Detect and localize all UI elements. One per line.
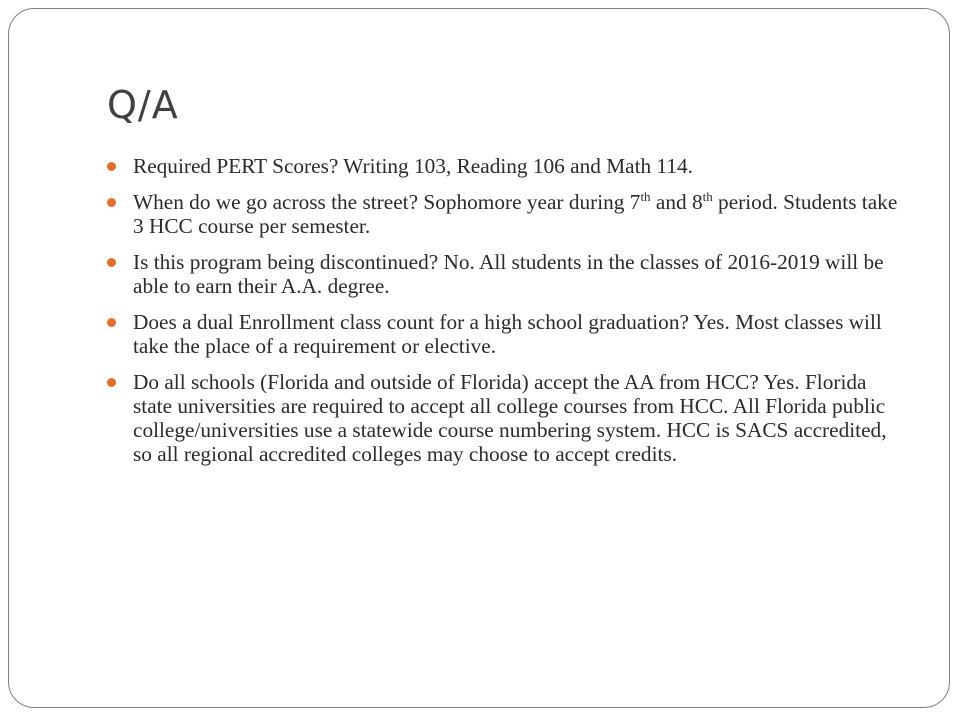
bullet-item-dual-enrollment xyxy=(105,310,910,358)
bullet-dot-icon xyxy=(107,162,116,171)
bullet-item-accept-aa xyxy=(105,370,910,466)
bullet-text-part: When do we go across the street? Sophomore year during 7 xyxy=(133,190,641,214)
bullet-item-pert-scores xyxy=(105,154,910,178)
bullet-dot-icon xyxy=(107,258,116,267)
superscript-th: th xyxy=(640,189,651,204)
bullet-list xyxy=(105,154,910,478)
bullet-dot-icon xyxy=(107,198,116,207)
bullet-item-discontinued xyxy=(105,250,910,298)
bullet-text: Does a dual Enrollment class count for a high school graduation? Yes. Most classes will take the place of a requirement or elective. xyxy=(133,310,882,358)
bullet-text: Required PERT Scores? Writing 103, Reading 106 and Math 114. xyxy=(133,154,693,178)
bullet-text-part: and 8 xyxy=(650,190,703,214)
slide-title: Q/A xyxy=(107,83,179,127)
bullet-text: Do all schools (Florida and outside of Florida) accept the AA from HCC? Yes. Florida state universities are required to accept all college courses from HCC. All Florida public college/universities use a statewide course numbering system. HCC is SACS accredited, so all regional accredited colleges may choose to accept credits. xyxy=(133,370,887,466)
bullet-text: Is this program being discontinued? No. All students in the classes of 2016-2019 will be able to earn their A.A. degree. xyxy=(133,250,884,298)
superscript-th: th xyxy=(702,189,713,204)
bullet-dot-icon xyxy=(107,378,116,387)
bullet-item-across-street xyxy=(105,190,910,238)
bullet-dot-icon xyxy=(107,318,116,327)
bullet-text-part: period. Students take 3 HCC course per semester. xyxy=(133,190,898,238)
